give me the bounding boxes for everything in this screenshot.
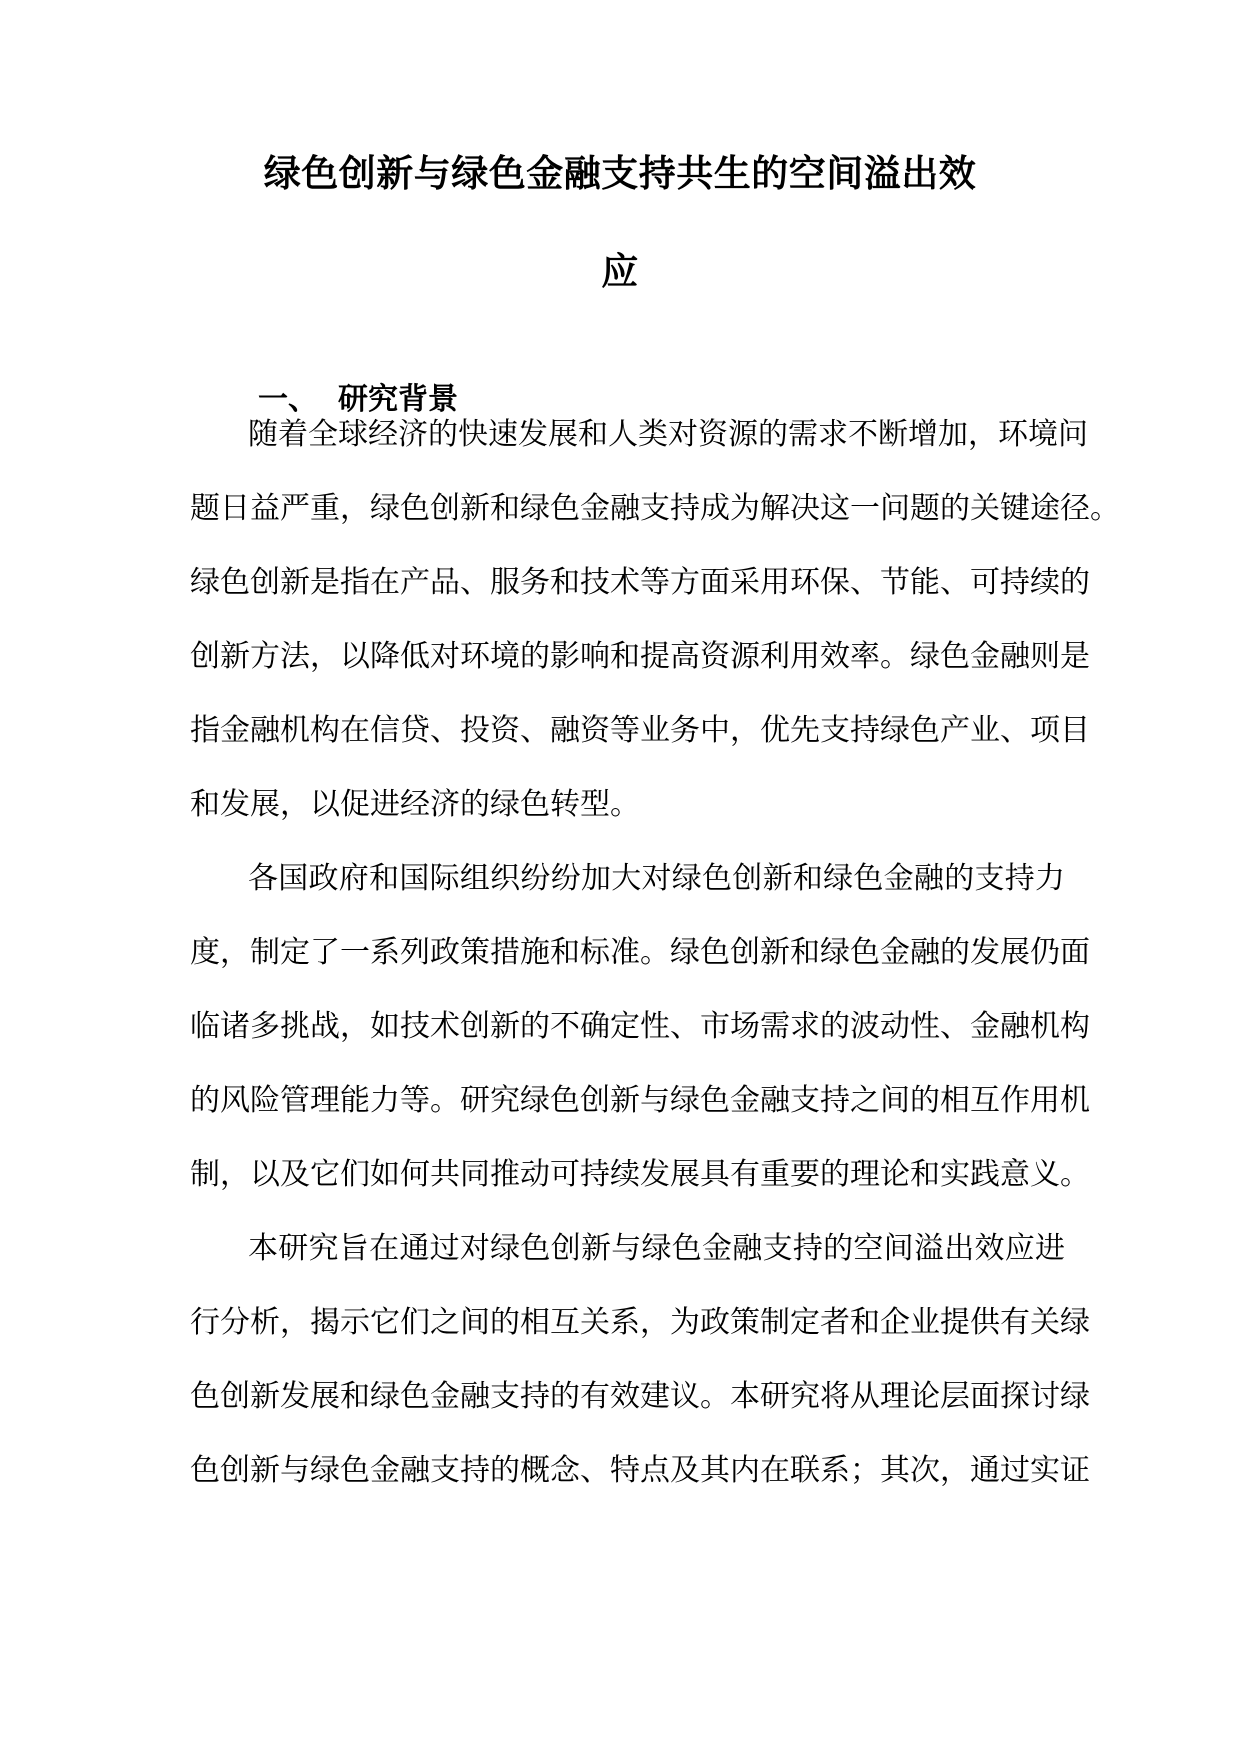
paragraph-line: 行分析，揭示它们之间的相互关系，为政策制定者和企业提供有关绿: [190, 1305, 1090, 1340]
paragraph-line: 和发展，以促进经济的绿色转型。: [190, 787, 640, 822]
paragraph-line: 制，以及它们如何共同推动可持续发展具有重要的理论和实践意义。: [190, 1157, 1090, 1192]
section-number: 一、: [258, 382, 318, 417]
document-title-line-2: 应: [601, 250, 639, 293]
section-title: 研究背景: [338, 382, 458, 417]
paragraph-2: [190, 842, 1090, 1212]
document-title-line-1: 绿色创新与绿色金融支持共生的空间溢出效: [263, 152, 977, 195]
paragraph-line: 色创新与绿色金融支持的概念、特点及其内在联系；其次，通过实证: [190, 1453, 1090, 1488]
paragraph-1: [190, 398, 1120, 842]
paragraph-line: 度，制定了一系列政策措施和标准。绿色创新和绿色金融的发展仍面: [190, 935, 1090, 970]
paragraph-line: 各国政府和国际组织纷纷加大对绿色创新和绿色金融的支持力: [248, 861, 1065, 896]
paragraph-line: 随着全球经济的快速发展和人类对资源的需求不断增加，环境问: [248, 417, 1088, 452]
paragraph-line: 创新方法，以降低对环境的影响和提高资源利用效率。绿色金融则是: [190, 639, 1090, 674]
paragraph-line: 绿色创新是指在产品、服务和技术等方面采用环保、节能、可持续的: [190, 565, 1090, 600]
paragraph-line: 的风险管理能力等。研究绿色创新与绿色金融支持之间的相互作用机: [190, 1083, 1090, 1118]
paragraph-line: 本研究旨在通过对绿色创新与绿色金融支持的空间溢出效应进: [248, 1231, 1065, 1266]
paragraph-line: 指金融机构在信贷、投资、融资等业务中，优先支持绿色产业、项目: [190, 713, 1090, 748]
paragraph-line: 题日益严重，绿色创新和绿色金融支持成为解决这一问题的关键途径。: [190, 491, 1120, 526]
paragraph-line: 临诸多挑战，如技术创新的不确定性、市场需求的波动性、金融机构: [190, 1009, 1090, 1044]
paragraph-3: [190, 1212, 1090, 1508]
paragraph-line: 色创新发展和绿色金融支持的有效建议。本研究将从理论层面探讨绿: [190, 1379, 1090, 1414]
